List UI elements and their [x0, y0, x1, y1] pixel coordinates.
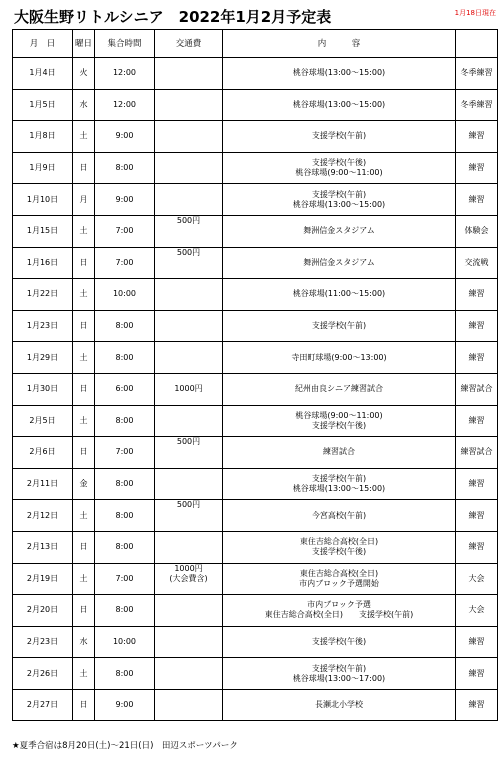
page-title: 大阪生野リトルシニア 2022年1月2月予定表	[14, 8, 332, 26]
content-line: 支援学校(午前)	[311, 131, 367, 141]
content-line: 舞洲信金スタジアム	[303, 257, 375, 267]
content-cell	[223, 310, 456, 342]
time-cell: 8:00	[95, 531, 155, 563]
time-cell: 8:00	[95, 310, 155, 342]
table-row	[13, 689, 498, 721]
time-cell: 8:00	[95, 595, 155, 627]
content-cell	[223, 373, 456, 405]
content-cell	[223, 342, 456, 374]
table-row	[13, 310, 498, 342]
category-cell: 練習	[456, 152, 498, 184]
content-line: 舞洲信金スタジアム	[303, 226, 375, 236]
category-cell: 練習	[456, 184, 498, 216]
content-cell	[223, 437, 456, 469]
content-line: 東住吉総合高校(全日) 支援学校(午前)	[264, 610, 414, 620]
content-line: 練習試合	[323, 447, 355, 457]
cost-cell	[155, 437, 223, 469]
category-cell: 大会	[456, 563, 498, 595]
category-cell: 練習	[456, 626, 498, 658]
weekday-cell: 火	[73, 58, 95, 90]
content-line: 桃谷球場(11:00～15:00)	[292, 289, 386, 299]
category-cell: 冬季練習	[456, 89, 498, 121]
category-cell: 練習	[456, 689, 498, 721]
table-row	[13, 373, 498, 405]
weekday-cell: 日	[73, 689, 95, 721]
category-cell: 冬季練習	[456, 58, 498, 90]
cost-amount: 500円	[176, 215, 201, 225]
cost-cell	[155, 595, 223, 627]
cost-amount: 500円	[176, 247, 201, 257]
time-cell: 8:00	[95, 342, 155, 374]
cost-cell	[155, 58, 223, 90]
date-cell: 2月12日	[13, 500, 73, 532]
content-cell	[223, 215, 456, 247]
header-time: 集合時間	[95, 30, 155, 58]
table-row	[13, 215, 498, 247]
content-line: 市内ブロック予選	[307, 600, 371, 610]
weekday-cell: 土	[73, 342, 95, 374]
category-cell: 交流戦	[456, 247, 498, 279]
cost-cell	[155, 310, 223, 342]
category-cell: 練習	[456, 310, 498, 342]
content-cell	[223, 279, 456, 311]
content-line: 桃谷球場(13:00～15:00)	[292, 484, 386, 494]
date-cell: 1月23日	[13, 310, 73, 342]
time-cell: 10:00	[95, 626, 155, 658]
date-cell: 1月22日	[13, 279, 73, 311]
category-cell: 体験会	[456, 215, 498, 247]
table-row	[13, 658, 498, 690]
time-cell: 9:00	[95, 121, 155, 153]
time-cell: 9:00	[95, 689, 155, 721]
cost-cell	[155, 184, 223, 216]
date-cell: 2月5日	[13, 405, 73, 437]
date-cell: 1月10日	[13, 184, 73, 216]
cost-cell	[155, 626, 223, 658]
weekday-cell: 土	[73, 563, 95, 595]
weekday-cell: 金	[73, 468, 95, 500]
category-cell: 大会	[456, 595, 498, 627]
table-row	[13, 247, 498, 279]
weekday-cell: 月	[73, 184, 95, 216]
content-cell	[223, 626, 456, 658]
content-cell	[223, 563, 456, 595]
weekday-cell: 日	[73, 531, 95, 563]
time-cell: 12:00	[95, 89, 155, 121]
content-line: 桃谷球場(13:00～17:00)	[292, 673, 386, 683]
category-cell: 練習	[456, 468, 498, 500]
cost-cell	[155, 563, 223, 595]
content-cell	[223, 58, 456, 90]
content-cell	[223, 247, 456, 279]
date-cell: 1月15日	[13, 215, 73, 247]
content-line: 市内ブロック予選開始	[299, 578, 379, 588]
date-cell: 1月9日	[13, 152, 73, 184]
date-cell: 2月23日	[13, 626, 73, 658]
time-cell: 8:00	[95, 500, 155, 532]
weekday-cell: 水	[73, 626, 95, 658]
weekday-cell: 土	[73, 658, 95, 690]
time-cell: 7:00	[95, 563, 155, 595]
weekday-cell: 土	[73, 279, 95, 311]
cost-cell	[155, 373, 223, 405]
category-cell: 練習	[456, 121, 498, 153]
content-cell	[223, 500, 456, 532]
schedule-table	[12, 29, 498, 721]
weekday-cell: 土	[73, 500, 95, 532]
cost-cell	[155, 89, 223, 121]
content-cell	[223, 405, 456, 437]
weekday-cell: 土	[73, 215, 95, 247]
time-cell: 12:00	[95, 58, 155, 90]
category-cell: 練習	[456, 531, 498, 563]
cost-cell	[155, 531, 223, 563]
content-cell	[223, 468, 456, 500]
table-row	[13, 184, 498, 216]
content-cell	[223, 595, 456, 627]
table-row	[13, 121, 498, 153]
time-cell: 7:00	[95, 437, 155, 469]
weekday-cell: 日	[73, 373, 95, 405]
header-date: 月 日	[13, 30, 73, 58]
content-cell	[223, 121, 456, 153]
date-cell: 2月20日	[13, 595, 73, 627]
table-row	[13, 531, 498, 563]
date-cell: 2月19日	[13, 563, 73, 595]
date-cell: 1月16日	[13, 247, 73, 279]
weekday-cell: 日	[73, 437, 95, 469]
date-cell: 2月27日	[13, 689, 73, 721]
content-line: 東住吉総合高校(全日)	[299, 537, 379, 547]
cost-cell	[155, 500, 223, 532]
header-content: 内 容	[223, 30, 456, 58]
update-date-note: 1月18日現在	[454, 9, 496, 17]
weekday-cell: 日	[73, 152, 95, 184]
category-cell: 練習	[456, 279, 498, 311]
time-cell: 6:00	[95, 373, 155, 405]
table-row	[13, 152, 498, 184]
weekday-cell: 土	[73, 405, 95, 437]
content-cell	[223, 184, 456, 216]
content-line: 寺田町球場(9:00～13:00)	[291, 352, 387, 362]
content-line: 支援学校(午前)	[311, 474, 367, 484]
content-line: 支援学校(午後)	[311, 547, 367, 557]
table-row	[13, 500, 498, 532]
table-row	[13, 342, 498, 374]
footer-note: ★夏季合宿は8月20日(土)～21日(日) 田辺スポーツパーク	[12, 741, 238, 751]
table-row	[13, 468, 498, 500]
weekday-cell: 日	[73, 595, 95, 627]
table-row	[13, 595, 498, 627]
content-line: 支援学校(午前)	[311, 189, 367, 199]
date-cell: 2月13日	[13, 531, 73, 563]
category-cell: 練習	[456, 658, 498, 690]
content-line: 長瀬北小学校	[315, 700, 363, 710]
cost-amount: 1000円	[174, 563, 203, 573]
category-cell: 練習試合	[456, 437, 498, 469]
content-line: 東住吉総合高校(全日)	[299, 568, 379, 578]
table-row	[13, 58, 498, 90]
table-row	[13, 437, 498, 469]
content-line: 支援学校(午後)	[311, 420, 367, 430]
cost-cell	[155, 247, 223, 279]
content-line: 今宮高校(午前)	[311, 510, 367, 520]
content-line: 支援学校(午前)	[311, 663, 367, 673]
date-cell: 1月8日	[13, 121, 73, 153]
cost-cell	[155, 279, 223, 311]
content-line: 桃谷球場(13:00～15:00)	[292, 199, 386, 209]
weekday-cell: 日	[73, 247, 95, 279]
time-cell: 8:00	[95, 152, 155, 184]
time-cell: 8:00	[95, 405, 155, 437]
time-cell: 8:00	[95, 468, 155, 500]
content-line: 支援学校(午前)	[311, 321, 367, 331]
content-line: 桃谷球場(9:00～11:00)	[295, 410, 383, 420]
date-cell: 1月4日	[13, 58, 73, 90]
content-cell	[223, 689, 456, 721]
content-line: 桃谷球場(9:00～11:00)	[295, 168, 383, 178]
header-weekday: 曜日	[73, 30, 95, 58]
content-cell	[223, 89, 456, 121]
time-cell: 7:00	[95, 215, 155, 247]
date-cell: 1月29日	[13, 342, 73, 374]
cost-cell	[155, 689, 223, 721]
category-cell: 練習	[456, 342, 498, 374]
time-cell: 9:00	[95, 184, 155, 216]
weekday-cell: 日	[73, 310, 95, 342]
content-line: 支援学校(午後)	[311, 158, 367, 168]
date-cell: 2月26日	[13, 658, 73, 690]
cost-amount: 500円	[176, 437, 201, 447]
table-row	[13, 405, 498, 437]
table-row	[13, 279, 498, 311]
time-cell: 7:00	[95, 247, 155, 279]
schedule-body	[13, 58, 498, 721]
table-row	[13, 89, 498, 121]
cost-cell	[155, 121, 223, 153]
content-cell	[223, 152, 456, 184]
content-cell	[223, 531, 456, 563]
cost-amount: 1000円	[174, 384, 203, 394]
date-cell: 1月5日	[13, 89, 73, 121]
time-cell: 10:00	[95, 279, 155, 311]
cost-cell	[155, 658, 223, 690]
date-cell: 2月6日	[13, 437, 73, 469]
date-cell: 2月11日	[13, 468, 73, 500]
header-category	[456, 30, 498, 58]
header-cost: 交通費	[155, 30, 223, 58]
table-header-row	[13, 30, 498, 58]
content-line: 紀州由良シニア練習試合	[295, 384, 383, 394]
cost-cell	[155, 152, 223, 184]
content-cell	[223, 658, 456, 690]
category-cell: 練習	[456, 405, 498, 437]
table-row	[13, 563, 498, 595]
content-line: 支援学校(午後)	[311, 636, 367, 646]
weekday-cell: 土	[73, 121, 95, 153]
content-line: 桃谷球場(13:00～15:00)	[292, 68, 386, 78]
category-cell: 練習	[456, 500, 498, 532]
time-cell: 8:00	[95, 658, 155, 690]
cost-cell	[155, 215, 223, 247]
cost-cell	[155, 342, 223, 374]
category-cell: 練習試合	[456, 373, 498, 405]
weekday-cell: 水	[73, 89, 95, 121]
cost-amount: 500円	[176, 500, 201, 510]
date-cell: 1月30日	[13, 373, 73, 405]
content-line: 桃谷球場(13:00～15:00)	[292, 99, 386, 109]
cost-cell	[155, 468, 223, 500]
table-row	[13, 626, 498, 658]
cost-cell	[155, 405, 223, 437]
cost-note: (大会費含)	[169, 573, 208, 583]
